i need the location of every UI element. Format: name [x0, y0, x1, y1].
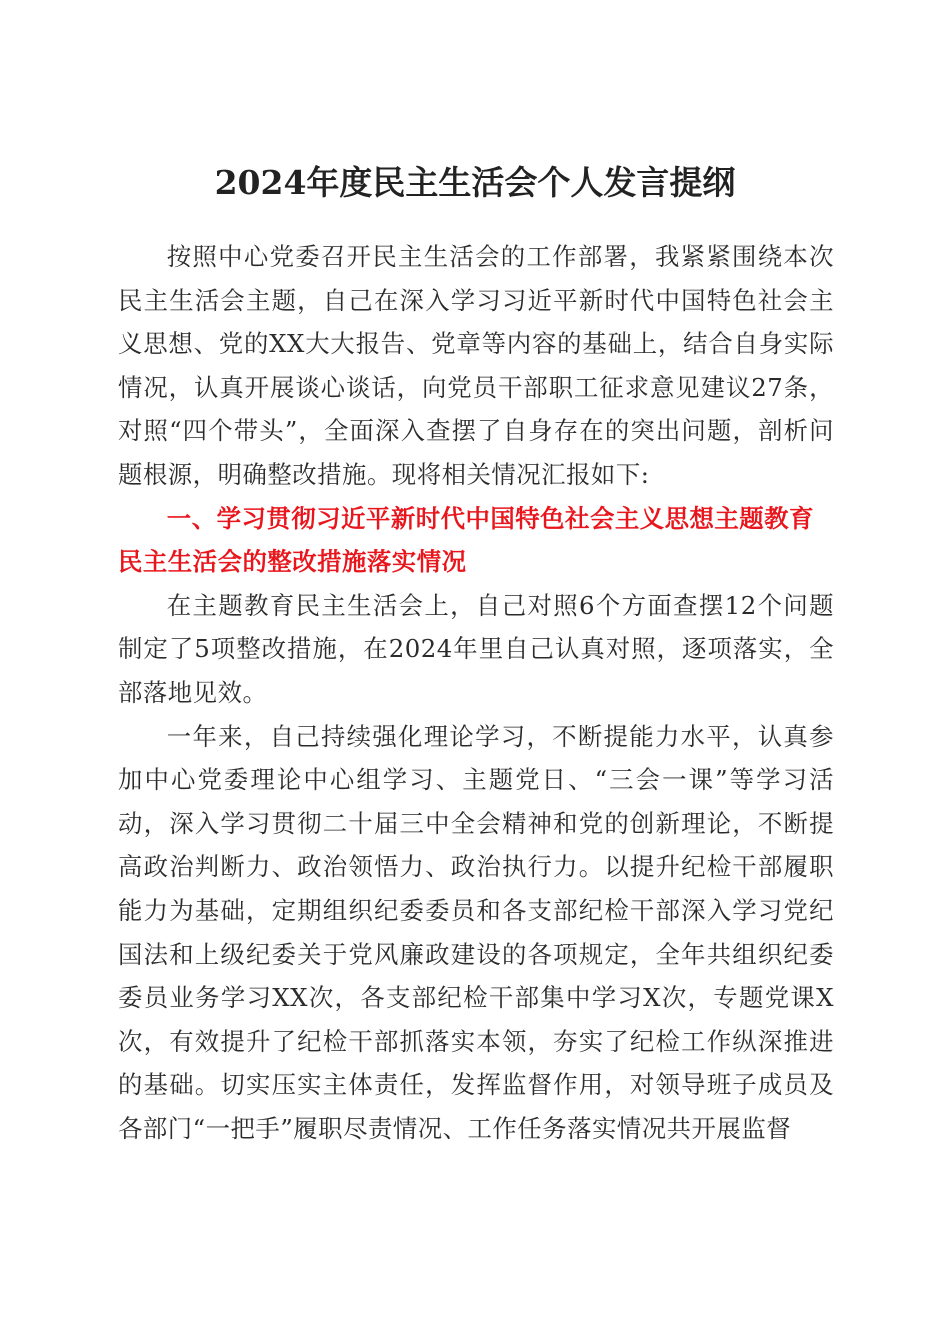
- document-title: 2024年度民主生活会个人发言提纲: [214, 163, 736, 202]
- section-1-paragraph-2: 一年来，自己持续强化理论学习，不断提能力水平，认真参加中心党委理论中心组学习、主题党日、“三会一课”等学习活动，深入学习贯彻二十届三中全会精神和党的创新理论，不断提高政治判断力、政治领悟力、政治执行力。以提升纪检干部履职能力为基础，定期组织纪委委员和各支部纪检干部深入学习党纪国法和上级纪委关于党风廉政建设的各项规定，全年共组织纪委委员业务学习XX次，各支部纪检干部集中学习X次，专题党课X次，有效提升了纪检干部抓落实本领，夯实了纪检工作纵深推进的基础。切实压实主体责任，发挥监督作用，对领导班子成员及各部门“一把手”履职尽责情况、工作任务落实情况共开展监督: [118, 721, 834, 1143]
- section-1-paragraph-1: 在主题教育民主生活会上，自己对照6个方面查摆12个问题制定了5项整改措施，在2024年里自己认真对照，逐项落实，全部落地见效。: [118, 590, 834, 707]
- intro-paragraph: 按照中心党委召开民主生活会的工作部署，我紧紧围绕本次民主生活会主题，自己在深入学习习近平新时代中国特色社会主义思想、党的XX大大报告、党章等内容的基础上，结合自身实际情况，认真开展谈心谈话，向党员干部职工征求意见建议27条，对照“四个带头”，全面深入查摆了自身存在的突出问题，剖析问题根源，明确整改措施。现将相关情况汇报如下:: [118, 242, 834, 489]
- section-1-heading: 一、学习贯彻习近平新时代中国特色社会主义思想主题教育民主生活会的整改措施落实情况: [118, 503, 814, 577]
- document-body: [118, 235, 834, 1150]
